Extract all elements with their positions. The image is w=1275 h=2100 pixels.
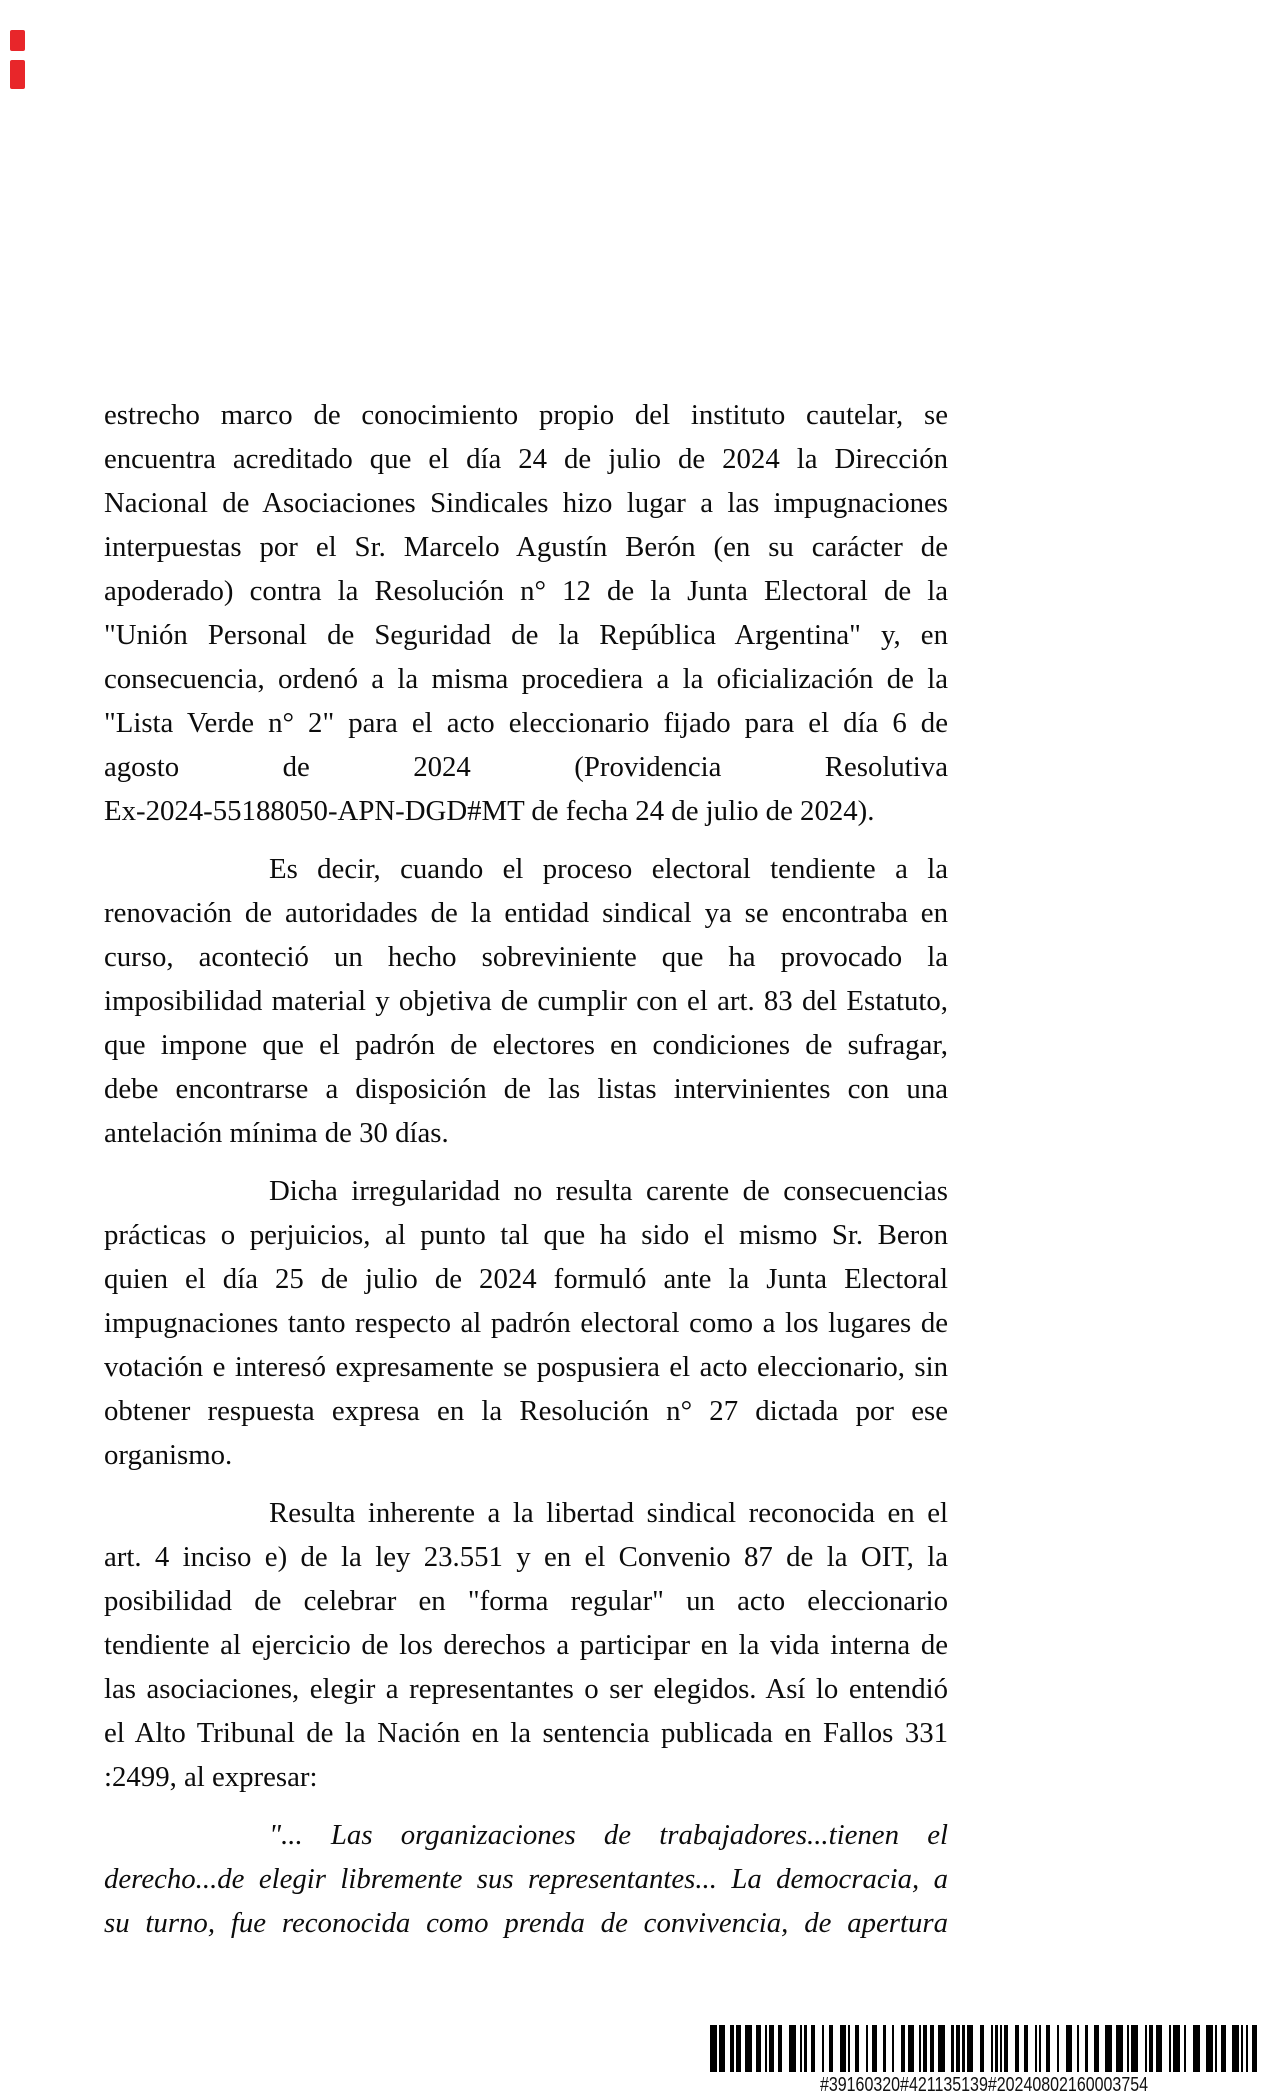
barcode-bar [1035, 2025, 1037, 2072]
barcode-bar [908, 2025, 915, 2072]
barcode-bar [710, 2025, 717, 2072]
barcode-bar [1241, 2025, 1243, 2072]
text-line: consecuencia, ordenó a la misma procediera a la oficialización de la [104, 663, 948, 695]
text-line: quien el día 25 de julio de 2024 formuló ante la Junta Electoral [104, 1263, 948, 1295]
barcode-bar [919, 2025, 921, 2072]
barcode-bar [745, 2025, 752, 2072]
barcode-bar [719, 2025, 726, 2072]
text-line: Es decir, cuando el proceso electoral tendiente a la [269, 853, 948, 885]
text-line: estrecho marco de conocimiento propio del instituto cautelar, se [104, 399, 948, 431]
text-line: agosto de 2024 (Providencia Resolutiva [104, 751, 948, 783]
red-stamp-mark-top [10, 30, 25, 51]
text-line: interpuestas por el Sr. Marcelo Agustín Berón (en su carácter de [104, 531, 948, 563]
barcode-bar [1145, 2025, 1147, 2072]
barcode-bar [730, 2025, 734, 2072]
text-line: las asociaciones, elegir a representantes o ser elegidos. Así lo entendió [104, 1673, 948, 1705]
barcode-bar [995, 2025, 997, 2072]
barcode-bar [778, 2025, 782, 2072]
barcode-bar [1149, 2025, 1153, 2072]
barcode-bar [1184, 2025, 1186, 2072]
text-line: el Alto Tribunal de la Nación en la sentencia publicada en Fallos 331 [104, 1717, 948, 1749]
barcode-bar [967, 2025, 974, 2072]
barcode-bar [1173, 2025, 1180, 2072]
barcode-bar [1105, 2025, 1112, 2072]
barcode-bar [800, 2025, 802, 2072]
barcode-bar [1232, 2025, 1239, 2072]
text-line: antelación mínima de 30 días. [104, 1117, 449, 1149]
barcode-bar [962, 2025, 964, 2072]
barcode-bar [1046, 2025, 1050, 2072]
barcode-bar [1000, 2025, 1002, 2072]
barcode-bar [1039, 2025, 1041, 2072]
barcode-bar [1057, 2025, 1059, 2072]
barcode-bar [1252, 2025, 1257, 2072]
paragraph [104, 1169, 948, 1477]
paragraph [104, 1813, 948, 1945]
barcode-bar [892, 2025, 894, 2072]
barcode-bar [811, 2025, 815, 2072]
text-line: imposibilidad material y objetiva de cumplir con el art. 83 del Estatuto, [104, 985, 948, 1017]
barcode-bar [855, 2025, 859, 2072]
barcode [710, 2025, 1258, 2097]
barcode-bar [1127, 2025, 1129, 2072]
paragraph [104, 847, 948, 1155]
text-line: posibilidad de celebrar en "forma regular" un acto eleccionario [104, 1585, 948, 1617]
text-line: votación e interesó expresamente se pospusiera el acto eleccionario, sin [104, 1351, 948, 1383]
text-line: "Unión Personal de Seguridad de la República Argentina" y, en [104, 619, 948, 651]
text-line: Nacional de Asociaciones Sindicales hizo lugar a las impugnaciones [104, 487, 948, 519]
barcode-bar [848, 2025, 850, 2072]
text-line: su turno, fue reconocida como prenda de convivencia, de apertura [104, 1907, 948, 1939]
barcode-bar [1015, 2025, 1019, 2072]
text-line: apoderado) contra la Resolución n° 12 de la Junta Electoral de la [104, 575, 948, 607]
barcode-bar [1094, 2025, 1098, 2072]
barcode-bar [866, 2025, 868, 2072]
text-line: :2499, al expresar: [104, 1761, 318, 1793]
barcode-bar [980, 2025, 984, 2072]
text-line: organismo. [104, 1439, 233, 1471]
barcode-bar [951, 2025, 953, 2072]
barcode-bar [1193, 2025, 1200, 2072]
text-line: tendiente al ejercicio de los derechos a participar en la vida interna de [104, 1629, 948, 1661]
barcode-bar [883, 2025, 885, 2072]
barcode-bar [822, 2025, 824, 2072]
text-line: prácticas o perjuicios, al punto tal que ha sido el mismo Sr. Beron [104, 1219, 948, 1251]
text-line: "Lista Verde n° 2" para el acto eleccionario fijado para el día 6 de [104, 707, 948, 739]
barcode-bar [1169, 2025, 1171, 2072]
barcode-bar [1085, 2025, 1087, 2072]
text-line: encuentra acreditado que el día 24 de julio de 2024 la Dirección [104, 443, 948, 475]
barcode-bar [1004, 2025, 1008, 2072]
text-line: obtener respuesta expresa en la Resolución n° 27 dictada por ese [104, 1395, 948, 1427]
text-line: derecho...de elegir libremente sus representantes... La democracia, a [104, 1863, 948, 1895]
barcode-bar [789, 2025, 796, 2072]
barcode-bar [1221, 2025, 1225, 2072]
barcode-bar [769, 2025, 773, 2072]
text-line: Dicha irregularidad no resulta carente de consecuencias [269, 1175, 948, 1207]
barcode-bar [736, 2025, 740, 2072]
barcode-bar [1206, 2025, 1213, 2072]
text-line: art. 4 inciso e) de la ley 23.551 y en el Convenio 87 de la OIT, la [104, 1541, 948, 1573]
barcode-bar [991, 2025, 993, 2072]
barcode-bar [923, 2025, 927, 2072]
barcode-bar [1116, 2025, 1123, 2072]
document-body [104, 393, 948, 1945]
barcode-bar [1131, 2025, 1138, 2072]
text-line: renovación de autoridades de la entidad sindical ya se encontraba en [104, 897, 948, 929]
barcode-bar [1066, 2025, 1073, 2072]
text-line: impugnaciones tanto respecto al padrón electoral como a los lugares de [104, 1307, 948, 1339]
text-line: debe encontrarse a disposición de las listas intervinientes con una [104, 1073, 948, 1105]
barcode-bar [1215, 2025, 1217, 2072]
paragraph [104, 393, 948, 833]
text-line: que impone que el padrón de electores en condiciones de sufragar, [104, 1029, 948, 1061]
barcode-bar [756, 2025, 760, 2072]
text-line: curso, aconteció un hecho sobreviniente que ha provocado la [104, 941, 948, 973]
barcode-bar [901, 2025, 905, 2072]
text-line: "... Las organizaciones de trabajadores...tienen el [269, 1819, 948, 1851]
barcode-bar [956, 2025, 960, 2072]
barcode-label: #39160320#421135139#20240802160003754 [819, 2074, 1149, 2096]
barcode-bar [1024, 2025, 1028, 2072]
text-line: Resulta inherente a la libertad sindical reconocida en el [269, 1497, 948, 1529]
barcode-bar [1077, 2025, 1079, 2072]
text-line: Ex-2024-55188050-APN-DGD#MT de fecha 24 de julio de 2024). [104, 795, 875, 827]
barcode-bar [765, 2025, 767, 2072]
barcode-bar [1246, 2025, 1248, 2072]
paragraph [104, 1491, 948, 1799]
barcode-bar [872, 2025, 876, 2072]
barcode-bar [938, 2025, 945, 2072]
barcode-bars [710, 2025, 1258, 2072]
barcode-bar [1156, 2025, 1163, 2072]
barcode-bar [840, 2025, 847, 2072]
barcode-bar [829, 2025, 833, 2072]
red-stamp-mark-bottom [10, 60, 25, 89]
barcode-bar [930, 2025, 934, 2072]
barcode-bar [804, 2025, 806, 2072]
